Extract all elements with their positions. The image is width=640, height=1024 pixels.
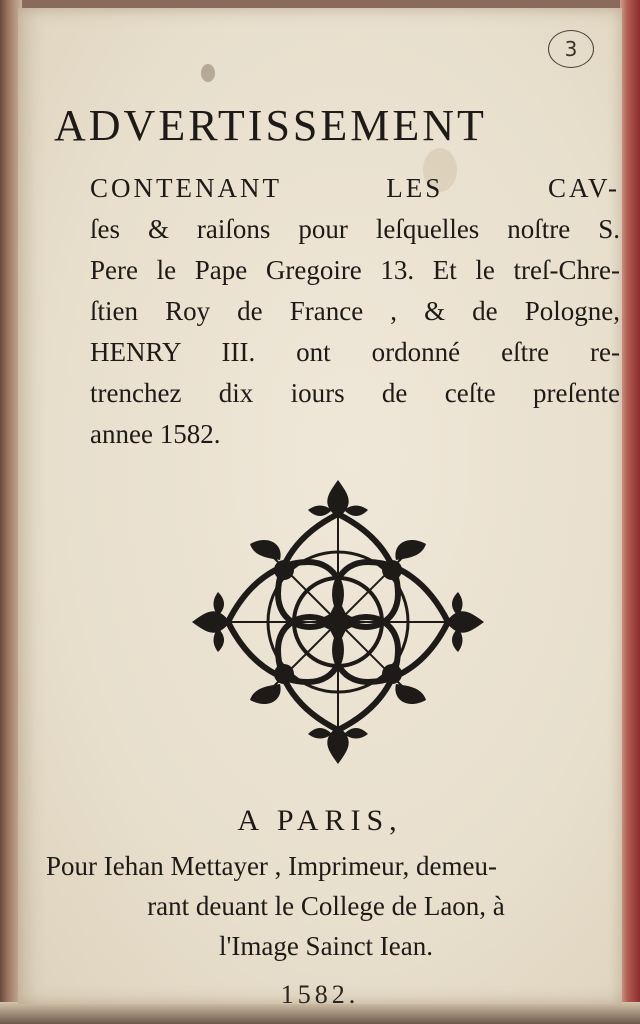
body-line: ſtien Roy de France , & de Pologne, (90, 296, 620, 326)
title-page (18, 8, 622, 1009)
title-body-text (90, 168, 620, 455)
imprint-line: rant deuant le College de Laon, à (147, 891, 505, 921)
imprint-year: 1582. (280, 980, 360, 1009)
body-line: HENRY III. ont ordonné eſtre re- (90, 337, 620, 367)
paper-stain (201, 64, 215, 82)
body-line: ſes & raiſons pour leſquelles noſtre S. (90, 214, 620, 244)
book-red-edge (620, 0, 640, 1024)
imprint-line: l'Image Sainct Iean. (218, 931, 434, 961)
body-line: annee 1582. (90, 419, 221, 449)
folio-number (548, 30, 594, 68)
imprint-city: A PARIS, (237, 804, 403, 837)
body-line: Pere le Pape Gregoire 13. Et le treſ-Chre- (90, 255, 620, 285)
imprint-text (46, 846, 606, 966)
fleuron-ornament-icon (188, 474, 488, 770)
body-line: CONTENANT LES CAV- (90, 173, 620, 203)
imprint-line: Pour Iehan Mettayer , Imprimeur, demeu- (46, 851, 498, 881)
page-title: ADVERTISSEMENT (54, 101, 487, 150)
body-line: trenchez dix iours de ceſte preſente (90, 378, 620, 408)
folio-number-text: 3 (564, 37, 578, 61)
